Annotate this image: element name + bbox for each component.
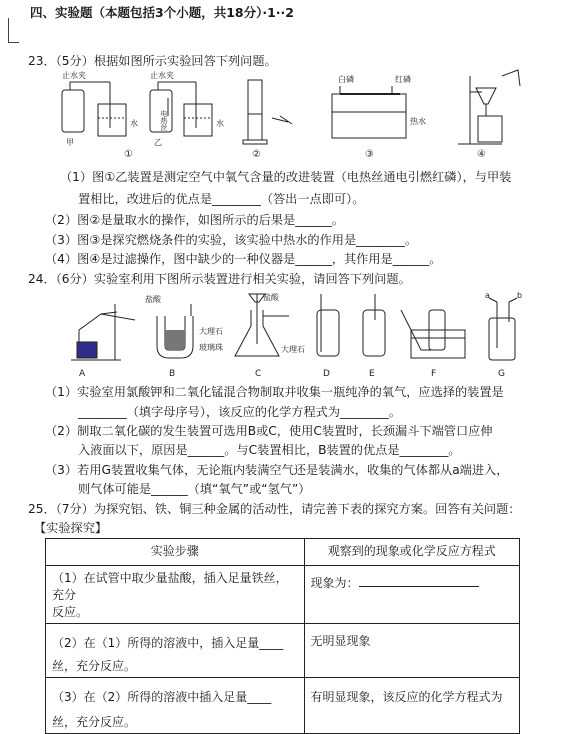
fig-label-water-2: 水 bbox=[216, 119, 224, 128]
q23-line-1b: 置相比，改进后的优点是________（答出一点即可）。 bbox=[78, 192, 365, 206]
q24-line-2a: （2）制取二氧化碳的发生装置可选用B或C，使用C装置时，长颈漏斗下端管口应伸 bbox=[45, 424, 493, 438]
experiment-table bbox=[45, 538, 520, 734]
step-text-line-2: 丝，充分反应。 bbox=[52, 715, 137, 729]
observation-text: 有明显现象，该反应的化学方程式为 bbox=[310, 690, 503, 704]
q23-figures bbox=[40, 68, 560, 158]
q23-line-1a: （1）图①乙装置是测定空气中氧气含量的改进装置（电热丝通电引燃红磷），与甲装 bbox=[60, 170, 512, 184]
step-text-line-2: 反应。 bbox=[52, 605, 89, 619]
fig-label-white-phosphorus: 白磷 bbox=[338, 75, 354, 84]
fig-label-hcl-2: 盐酸 bbox=[263, 293, 279, 302]
fig-letter-e: E bbox=[369, 369, 375, 379]
answer-blank[interactable] bbox=[359, 586, 479, 587]
q24-line-1b: ________（填字母序号），该反应的化学方程式为________。 bbox=[78, 405, 401, 419]
q25-subtitle: 【实验探究】 bbox=[34, 521, 108, 535]
step-text-line-1: （2）在（1）所得的溶液中，插入足量____ bbox=[52, 636, 284, 650]
fig-label-clamp-1: 止水夹 bbox=[62, 71, 86, 80]
fig-letter-b: B bbox=[169, 369, 176, 379]
fig-letter-g: G bbox=[498, 369, 505, 379]
fig-label-heating-wire: 电热丝 bbox=[160, 110, 168, 131]
table-cell-observation bbox=[304, 678, 520, 734]
fig-label-hcl-1: 盐酸 bbox=[145, 295, 161, 304]
table-cell-step bbox=[46, 678, 305, 734]
fig-label-glass-beads: 玻璃珠 bbox=[199, 343, 223, 352]
table-header-row bbox=[46, 539, 520, 566]
fig-letter-d: D bbox=[323, 369, 330, 379]
q23-title: 23．（5分）根据如图所示实验回答下列问题。 bbox=[28, 54, 277, 68]
fig-number-3: ③ bbox=[365, 149, 374, 158]
observation-text: 现象为： bbox=[310, 576, 359, 590]
page-corner-mark bbox=[8, 18, 19, 43]
step-text-line-2: 丝，充分反应。 bbox=[52, 659, 137, 673]
fig-letter-c: C bbox=[255, 369, 262, 379]
q24-line-3b: 则气体可能是______（填“氧气”或“氢气”） bbox=[78, 482, 311, 496]
q24-line-1a: （1）实验室用氯酸钾和二氧化锰混合物制取并收集一瓶纯净的氧气，应选择的装置是 bbox=[45, 385, 504, 399]
table-cell-step bbox=[46, 624, 305, 678]
q23-line-4: （4）图④是过滤操作，图中缺少的一种仪器是______，其作用是______。 bbox=[45, 252, 442, 266]
table-cell-observation bbox=[304, 624, 520, 678]
fig-label-port-b: b bbox=[517, 291, 523, 300]
table-header-steps: 实验步骤 bbox=[46, 539, 305, 566]
fig-label-water-1: 水 bbox=[130, 119, 138, 128]
table-cell-step bbox=[46, 566, 305, 624]
q24-figures bbox=[65, 290, 535, 380]
q25-title: 25．（7分）为探究铝、铁、铜三种金属的活动性，请完善下表的探究方案。回答有关问题： bbox=[28, 502, 521, 516]
fig-number-2: ② bbox=[252, 149, 261, 158]
fig-label-marble-2: 大理石 bbox=[281, 345, 305, 354]
table-row bbox=[46, 624, 520, 678]
fig-label-yi: 乙 bbox=[154, 138, 162, 147]
q24-title: 24．（6分）实验室利用下图所示装置进行相关实验，请回答下列问题。 bbox=[28, 272, 411, 286]
q23-line-2: （2）图②是量取水的操作，如图所示的后果是______。 bbox=[45, 213, 344, 227]
step-text-line-1: （1）在试管中取少量盐酸，插入足量铁丝，充分 bbox=[52, 571, 288, 602]
section-header: 四、实验题（本题包括3个小题，共18分）·1··2 bbox=[30, 5, 294, 20]
fig-letter-f: F bbox=[431, 369, 437, 379]
table-row bbox=[46, 678, 520, 734]
fig-number-4: ④ bbox=[477, 149, 486, 158]
fig-label-jia: 甲 bbox=[66, 138, 74, 147]
fig-label-hot-water: 热水 bbox=[410, 117, 426, 126]
q24-line-3a: （3）若用G装置收集气体，无论瓶内装满空气还是装满水，收集的气体都从a端进入， bbox=[45, 463, 509, 477]
fig-label-red-phosphorus: 红磷 bbox=[395, 75, 411, 84]
observation-text: 无明显现象 bbox=[310, 634, 371, 648]
table-cell-observation bbox=[304, 566, 520, 624]
fig-letter-a: A bbox=[79, 369, 86, 379]
fig-label-port-a: a bbox=[485, 291, 490, 300]
table-header-observations: 观察到的现象或化学反应方程式 bbox=[304, 539, 520, 566]
table-row bbox=[46, 566, 520, 624]
fig-number-1: ① bbox=[124, 149, 133, 158]
q24-line-2b: 入液面以下，原因是______。与C装置相比，B装置的优点是________。 bbox=[78, 443, 461, 457]
fig-label-clamp-2: 止水夹 bbox=[150, 71, 174, 80]
q23-line-3: （3）图③是探究燃烧条件的实验，该实验中热水的作用是________。 bbox=[45, 233, 418, 247]
step-text-line-1: （3）在（2）所得的溶液中插入足量____ bbox=[52, 690, 272, 704]
fig-label-marble-1: 大理石 bbox=[199, 327, 223, 336]
